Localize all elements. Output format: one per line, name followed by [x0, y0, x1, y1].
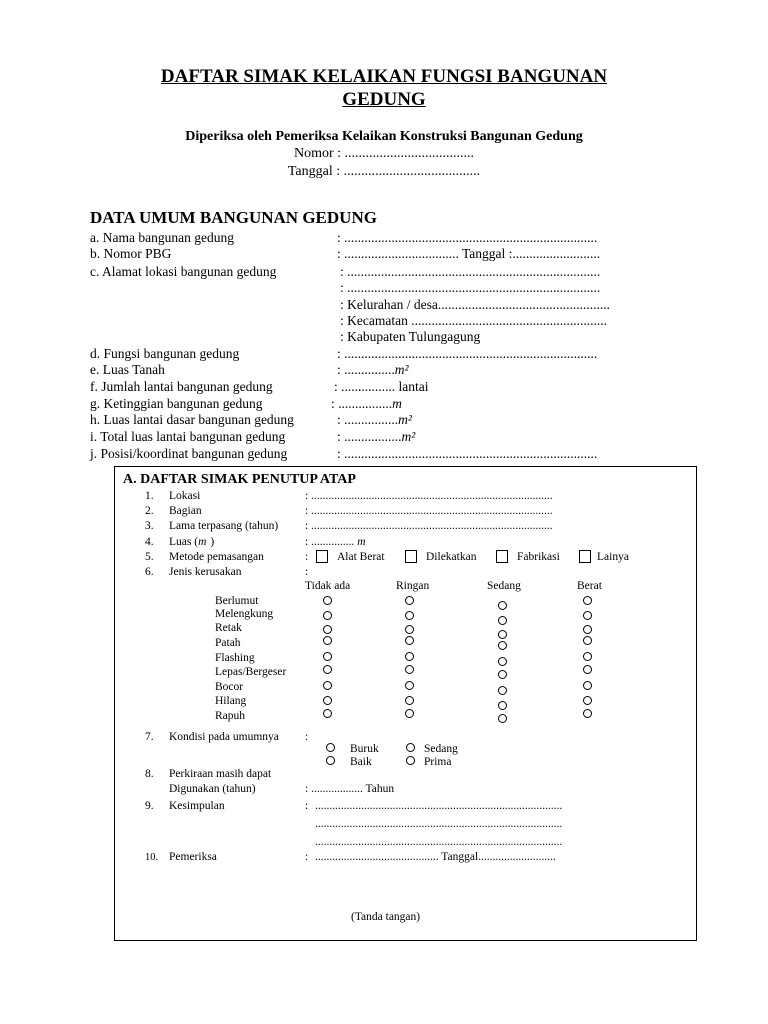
data-umum-field[interactable]: [340, 297, 610, 313]
unit-label: m²: [394, 362, 409, 377]
data-umum-value: : ...........................................................................: [340, 264, 601, 279]
data-umum-value: : ...........................................................................: [337, 346, 598, 361]
field-value-text: : ....................................................................................: [305, 490, 553, 502]
method-label: Lainya: [597, 551, 629, 563]
method-checkbox[interactable]: [405, 550, 417, 563]
kondisi-label: Kondisi pada umumnya: [169, 731, 279, 743]
unit-label: m²: [401, 429, 416, 444]
kondisi-label: Prima: [424, 756, 452, 768]
unit-label: m: [357, 536, 366, 548]
kondisi-label: Baik: [350, 756, 372, 768]
data-umum-field[interactable]: [337, 362, 409, 378]
field-value[interactable]: [305, 505, 553, 517]
severity-radio[interactable]: [405, 596, 414, 605]
severity-radio[interactable]: [583, 681, 592, 690]
severity-radio[interactable]: [323, 665, 332, 674]
document-title-line1: DAFTAR SIMAK KELAIKAN FUNGSI BANGUNAN: [160, 66, 608, 87]
data-umum-value: : Kelurahan / desa...................................................: [340, 297, 610, 312]
severity-radio[interactable]: [405, 636, 414, 645]
severity-radio[interactable]: [583, 636, 592, 645]
method-checkbox[interactable]: [316, 550, 328, 563]
severity-radio[interactable]: [405, 665, 414, 674]
severity-radio[interactable]: [323, 625, 332, 634]
severity-radio[interactable]: [323, 611, 332, 620]
severity-radio[interactable]: [498, 630, 507, 639]
severity-radio[interactable]: [583, 652, 592, 661]
method-label: Dilekatkan: [426, 551, 477, 563]
data-umum-field[interactable]: [340, 280, 600, 296]
data-umum-field[interactable]: [331, 396, 402, 412]
severity-radio[interactable]: [323, 709, 332, 718]
kondisi-label: Sedang: [424, 743, 458, 755]
field-value-text: : ....................................................................................: [305, 520, 553, 532]
field-label: [169, 536, 214, 548]
data-umum-field[interactable]: [337, 412, 412, 428]
field-label: Bagian: [169, 505, 202, 517]
damage-type-label: Bocor: [215, 681, 244, 693]
severity-radio[interactable]: [323, 652, 332, 661]
examined-by: Diperiksa oleh Pemeriksa Kelaikan Konstruksi Bangunan Gedung: [185, 129, 583, 144]
perkiraan-number: 8.: [145, 768, 154, 780]
severity-radio[interactable]: [323, 636, 332, 645]
data-umum-field[interactable]: [340, 264, 600, 280]
severity-radio[interactable]: [498, 657, 507, 666]
kesimpulan-label: Kesimpulan: [169, 800, 225, 812]
data-umum-field[interactable]: [334, 379, 429, 395]
data-umum-heading: DATA UMUM BANGUNAN GEDUNG: [90, 208, 377, 227]
field-value-text: : ....................................................................................: [305, 505, 553, 517]
field-value-text: :: [305, 566, 309, 578]
severity-radio[interactable]: [583, 596, 592, 605]
severity-radio[interactable]: [405, 611, 414, 620]
severity-radio[interactable]: [405, 709, 414, 718]
severity-radio[interactable]: [405, 625, 414, 634]
severity-radio[interactable]: [583, 696, 592, 705]
field-value-text: :: [305, 551, 309, 563]
field-number: 4.: [145, 536, 154, 548]
data-umum-label: g. Ketinggian bangunan gedung: [90, 396, 263, 411]
kondisi-number: 7.: [145, 731, 154, 743]
severity-radio[interactable]: [583, 665, 592, 674]
kesimpulan-line[interactable]: ......................................................................................: [315, 836, 563, 848]
field-value[interactable]: [305, 490, 553, 502]
severity-radio[interactable]: [323, 681, 332, 690]
data-umum-label: c. Alamat lokasi bangunan gedung: [90, 264, 277, 279]
field-number: 3.: [145, 520, 154, 532]
field-label-text: ): [210, 536, 215, 548]
field-label: Metode pemasangan: [169, 551, 264, 563]
kondisi-radio[interactable]: [406, 756, 415, 765]
unit-label: m: [198, 536, 207, 548]
damage-type-label: Flashing: [215, 652, 255, 664]
data-umum-value: : ...........................................................................: [337, 230, 598, 245]
severity-radio[interactable]: [405, 696, 414, 705]
severity-header: Berat: [577, 580, 602, 592]
perkiraan-field[interactable]: : .................. Tahun: [305, 783, 395, 795]
data-umum-value: : ................ lantai: [334, 379, 429, 394]
kesimpulan-number: 9.: [145, 800, 154, 812]
field-number: 2.: [145, 505, 154, 517]
field-value[interactable]: [305, 536, 366, 548]
data-umum-value: : ................: [337, 412, 399, 427]
field-number: 1.: [145, 490, 154, 502]
field-number: 5.: [145, 551, 154, 563]
damage-type-label: Patah: [215, 637, 241, 649]
damage-type-label: Hilang: [215, 695, 247, 707]
data-umum-field[interactable]: [337, 346, 597, 362]
severity-radio[interactable]: [498, 670, 507, 679]
field-value: [305, 566, 308, 578]
method-label: Fabrikasi: [517, 551, 560, 563]
pemeriksa-colon: :: [305, 851, 309, 863]
data-umum-label: b. Nomor PBG: [90, 246, 172, 261]
severity-radio[interactable]: [498, 686, 507, 695]
data-umum-value: : ...............: [337, 362, 395, 377]
severity-radio[interactable]: [498, 701, 507, 710]
damage-type-label: Retak: [215, 622, 242, 634]
data-umum-label: e. Luas Tanah: [90, 362, 165, 377]
data-umum-field[interactable]: [337, 230, 597, 246]
method-label: Alat Berat: [337, 551, 385, 563]
severity-radio[interactable]: [405, 652, 414, 661]
data-umum-value: : ...........................................................................: [337, 446, 598, 461]
data-umum-label: j. Posisi/koordinat bangunan gedung: [90, 446, 288, 461]
severity-radio[interactable]: [583, 625, 592, 634]
damage-type-label: Lepas/Bergeser: [215, 666, 287, 678]
severity-radio[interactable]: [583, 611, 592, 620]
data-umum-label: i. Total luas lantai bangunan gedung: [90, 429, 286, 444]
data-umum-field[interactable]: [337, 446, 597, 462]
damage-type-label: Melengkung: [215, 608, 274, 620]
severity-radio[interactable]: [498, 641, 507, 650]
data-umum-field[interactable]: [337, 429, 415, 445]
severity-radio[interactable]: [323, 696, 332, 705]
signature-label: (Tanda tangan): [351, 911, 421, 923]
field-label: Lama terpasang (tahun): [169, 520, 279, 532]
kesimpulan-line[interactable]: ......................................................................................: [315, 800, 563, 812]
kondisi-radio[interactable]: [406, 743, 415, 752]
data-umum-field[interactable]: [337, 246, 600, 262]
field-label: Lokasi: [169, 490, 201, 502]
pemeriksa-number: 10.: [145, 852, 159, 863]
perkiraan-label-1: Perkiraan masih dapat: [169, 768, 272, 780]
section-a-heading: A. DAFTAR SIMAK PENUTUP ATAP: [123, 472, 356, 487]
data-umum-value: : ...........................................................................: [340, 280, 601, 295]
field-label: Jenis kerusakan: [169, 566, 242, 578]
tanggal-line: Tanggal : .......................................: [287, 164, 481, 179]
data-umum-label: f. Jumlah lantai bangunan gedung: [90, 379, 273, 394]
perkiraan-label-2: Digunakan (tahun): [169, 783, 256, 795]
unit-label: m²: [398, 412, 412, 427]
severity-header: Sedang: [487, 580, 521, 592]
kondisi-radio[interactable]: [326, 756, 335, 765]
unit-label: m: [392, 396, 402, 411]
kondisi-radio[interactable]: [326, 743, 335, 752]
method-checkbox[interactable]: [579, 550, 591, 563]
damage-type-label: Berlumut: [215, 595, 259, 607]
severity-radio[interactable]: [323, 596, 332, 605]
data-umum-field[interactable]: [340, 329, 480, 345]
field-label-text: Luas (: [169, 536, 199, 548]
severity-radio[interactable]: [405, 681, 414, 690]
kesimpulan-line[interactable]: ......................................................................................: [315, 818, 563, 830]
kesimpulan-colon: :: [305, 800, 309, 812]
method-checkbox[interactable]: [496, 550, 508, 563]
data-umum-label: d. Fungsi bangunan gedung: [90, 346, 240, 361]
document-title-line2: GEDUNG: [342, 89, 426, 110]
damage-type-label: Rapuh: [215, 710, 246, 722]
severity-radio[interactable]: [583, 709, 592, 718]
severity-radio[interactable]: [498, 616, 507, 625]
data-umum-value: : .................: [337, 429, 402, 444]
data-umum-value: : Kecamatan ..........................................................: [340, 313, 607, 328]
kondisi-colon: :: [305, 731, 309, 743]
severity-header: Tidak ada: [305, 580, 351, 592]
nomor-line: Nomor : .....................................: [293, 146, 475, 161]
data-umum-label: a. Nama bangunan gedung: [90, 230, 234, 245]
field-value[interactable]: [305, 520, 553, 532]
pemeriksa-label: Pemeriksa: [169, 851, 217, 863]
severity-header: Ringan: [396, 580, 430, 592]
field-value: [305, 551, 308, 563]
pemeriksa-field[interactable]: ........................................... Tanggal...........................: [315, 851, 556, 863]
severity-radio[interactable]: [498, 601, 507, 610]
data-umum-label: h. Luas lantai dasar bangunan gedung: [90, 412, 294, 427]
data-umum-field[interactable]: [340, 313, 607, 329]
severity-radio[interactable]: [498, 714, 507, 723]
data-umum-value: : .................................. Tanggal :..........................: [337, 246, 601, 261]
data-umum-value: : Kabupaten Tulungagung: [340, 329, 481, 344]
kondisi-label: Buruk: [350, 743, 379, 755]
data-umum-value: : ................: [331, 396, 393, 411]
field-number: 6.: [145, 566, 154, 578]
field-value-text: : ...............: [305, 536, 355, 548]
